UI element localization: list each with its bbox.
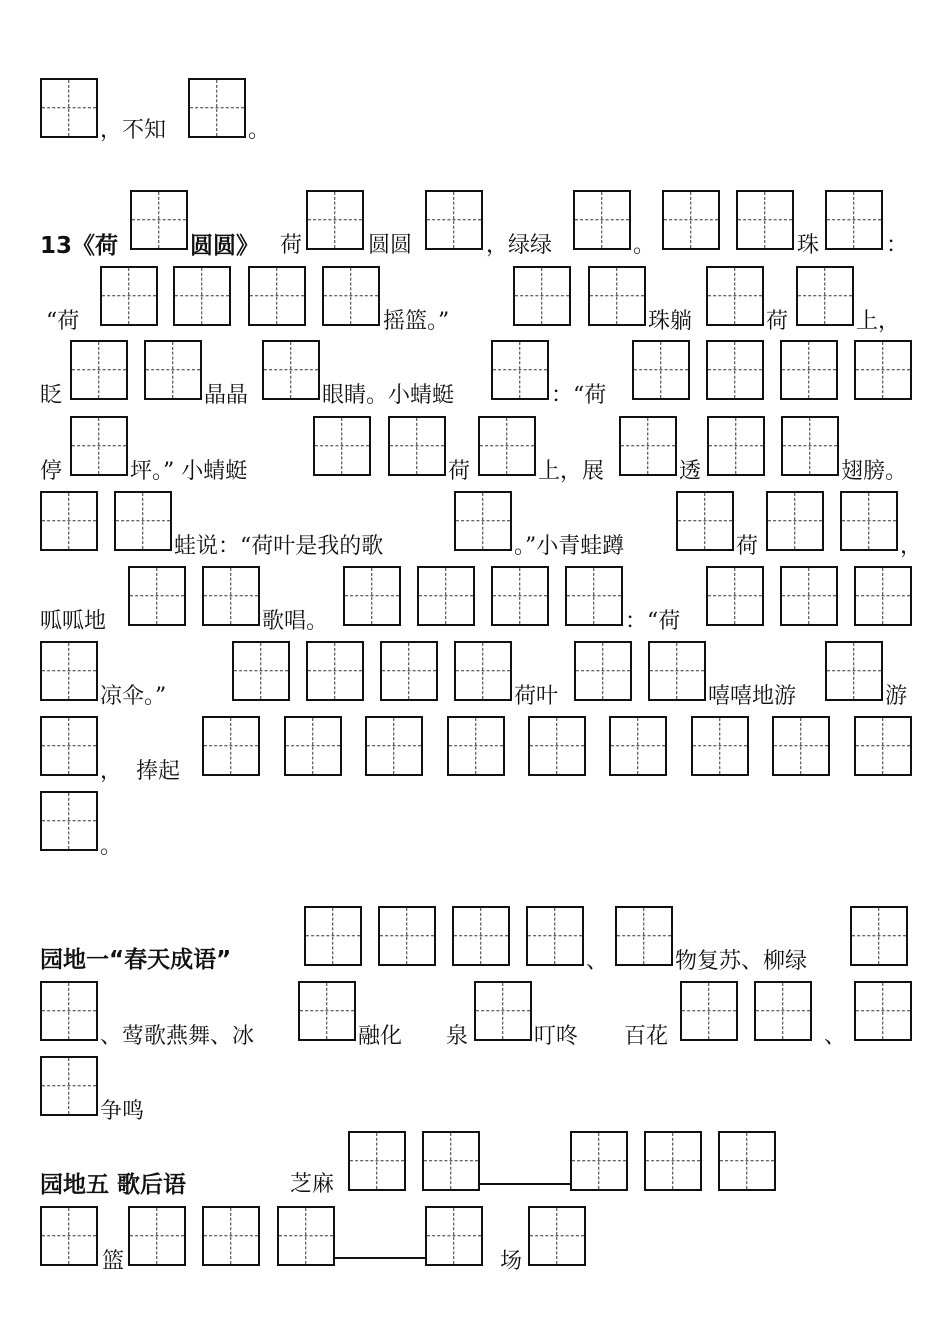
char-box[interactable] (114, 491, 172, 551)
text: 摇篮。” (383, 309, 450, 334)
char-box[interactable] (781, 416, 839, 476)
char-box[interactable] (348, 1131, 406, 1191)
text: 芝麻 (290, 1172, 335, 1197)
char-box[interactable] (676, 491, 734, 551)
char-box[interactable] (202, 566, 260, 626)
char-box[interactable] (588, 266, 646, 326)
char-box[interactable] (615, 906, 673, 966)
char-box[interactable] (706, 340, 764, 400)
char-box[interactable] (736, 190, 794, 250)
char-box[interactable] (796, 266, 854, 326)
char-box[interactable] (40, 791, 98, 851)
lesson-13-title: 13《荷 (40, 233, 119, 259)
char-box[interactable] (691, 716, 749, 776)
char-box[interactable] (662, 190, 720, 250)
char-box[interactable] (474, 981, 532, 1041)
text: 。 (248, 118, 271, 143)
text: 停 (40, 459, 63, 484)
char-box[interactable] (232, 641, 290, 701)
text: 泉 (446, 1024, 469, 1049)
text: 圆圆 (368, 233, 413, 258)
char-box[interactable] (854, 340, 912, 400)
char-box[interactable] (173, 266, 231, 326)
text: 百花 (624, 1024, 669, 1049)
garden-1-title: 园地一“春天成语” (40, 947, 232, 973)
char-box[interactable] (718, 1131, 776, 1191)
char-box[interactable] (380, 641, 438, 701)
char-box[interactable] (306, 641, 364, 701)
text: 嘻嘻地游 (708, 684, 797, 709)
text: 眨 (40, 383, 63, 408)
text: 透 (679, 459, 702, 484)
char-box[interactable] (128, 566, 186, 626)
char-box[interactable] (526, 906, 584, 966)
text: 荷叶 (514, 684, 559, 709)
char-box[interactable] (202, 1206, 260, 1266)
char-box[interactable] (70, 340, 128, 400)
char-box[interactable] (313, 416, 371, 476)
text: 凉伞。” (100, 684, 167, 709)
text: 上， (856, 309, 901, 334)
text: 珠躺 (648, 309, 693, 334)
char-box[interactable] (632, 340, 690, 400)
text: ，不知 (100, 118, 167, 143)
char-box[interactable] (40, 641, 98, 701)
char-box[interactable] (780, 566, 838, 626)
char-box[interactable] (365, 716, 423, 776)
char-box[interactable] (322, 266, 380, 326)
char-box[interactable] (706, 266, 764, 326)
char-box[interactable] (574, 641, 632, 701)
text: 坪。” 小蜻蜓 (130, 459, 248, 484)
char-box[interactable] (707, 416, 765, 476)
char-box[interactable] (513, 266, 571, 326)
char-box[interactable] (491, 566, 549, 626)
text: 歌唱。 (262, 609, 329, 634)
char-box[interactable] (644, 1131, 702, 1191)
text: ， (100, 759, 123, 784)
text: 上，展 (538, 459, 605, 484)
text: 争鸣 (100, 1099, 145, 1124)
text: ，绿绿 (486, 233, 553, 258)
connector-line (480, 1183, 570, 1185)
char-box[interactable] (573, 190, 631, 250)
char-box[interactable] (417, 566, 475, 626)
char-box[interactable] (284, 716, 342, 776)
text: 蛙说：“荷叶是我的歌 (174, 534, 384, 559)
char-box[interactable] (780, 340, 838, 400)
char-box[interactable] (854, 566, 912, 626)
text: 翅膀。 (841, 459, 908, 484)
char-box[interactable] (422, 1131, 480, 1191)
text: 游 (885, 684, 908, 709)
char-box[interactable] (304, 906, 362, 966)
text: 。 (633, 233, 656, 258)
text: 呱呱地 (40, 609, 107, 634)
text: 、 (586, 949, 609, 974)
char-box[interactable] (378, 906, 436, 966)
char-box[interactable] (528, 1206, 586, 1266)
char-box[interactable] (40, 1206, 98, 1266)
text: 荷 (736, 534, 759, 559)
char-box[interactable] (565, 566, 623, 626)
char-box[interactable] (130, 190, 188, 250)
text: ：“荷 (551, 383, 607, 408)
text: 荷 (766, 309, 789, 334)
char-box[interactable] (609, 716, 667, 776)
char-box[interactable] (100, 266, 158, 326)
text: 篮 (102, 1249, 125, 1274)
text: 场 (500, 1249, 523, 1274)
char-box[interactable] (754, 981, 812, 1041)
char-box[interactable] (454, 491, 512, 551)
char-box[interactable] (452, 906, 510, 966)
char-box[interactable] (425, 190, 483, 250)
char-box[interactable] (306, 190, 364, 250)
char-box[interactable] (262, 340, 320, 400)
text: 、 (824, 1024, 847, 1049)
text: 、莺歌燕舞、冰 (100, 1024, 255, 1049)
char-box[interactable] (766, 491, 824, 551)
char-box[interactable] (619, 416, 677, 476)
char-box[interactable] (40, 716, 98, 776)
char-box[interactable] (706, 566, 764, 626)
char-box[interactable] (570, 1131, 628, 1191)
char-box[interactable] (343, 566, 401, 626)
char-box[interactable] (478, 416, 536, 476)
char-box[interactable] (188, 78, 246, 138)
char-box[interactable] (854, 981, 912, 1041)
text: 珠 (797, 233, 820, 258)
text: 晶晶 (204, 383, 249, 408)
char-box[interactable] (277, 1206, 335, 1266)
char-box[interactable] (202, 716, 260, 776)
char-box[interactable] (40, 78, 98, 138)
lesson-13-title-end: 圆圆》 (190, 233, 259, 259)
text: 眼睛。小蜻蜓 (322, 383, 455, 408)
char-box[interactable] (40, 491, 98, 551)
text: 叮咚 (534, 1024, 579, 1049)
garden-5-title: 园地五 歌后语 (40, 1172, 187, 1198)
char-box[interactable] (840, 491, 898, 551)
text: 物复苏、柳绿 (675, 949, 808, 974)
text: 融化 (358, 1024, 403, 1049)
text: ：“荷 (625, 609, 681, 634)
char-box[interactable] (128, 1206, 186, 1266)
char-box[interactable] (70, 416, 128, 476)
char-box[interactable] (40, 1056, 98, 1116)
char-box[interactable] (144, 340, 202, 400)
char-box[interactable] (680, 981, 738, 1041)
char-box[interactable] (825, 190, 883, 250)
char-box[interactable] (248, 266, 306, 326)
char-box[interactable] (388, 416, 446, 476)
char-box[interactable] (772, 716, 830, 776)
text: ： (886, 233, 909, 258)
char-box[interactable] (825, 641, 883, 701)
text: “荷 (46, 309, 80, 334)
text: 。”小青蛙蹲 (514, 534, 625, 559)
char-box[interactable] (648, 641, 706, 701)
char-box[interactable] (447, 716, 505, 776)
text: 荷 (280, 233, 303, 258)
char-box[interactable] (854, 716, 912, 776)
char-box[interactable] (298, 981, 356, 1041)
char-box[interactable] (454, 641, 512, 701)
char-box[interactable] (528, 716, 586, 776)
text: 捧起 (136, 759, 181, 784)
char-box[interactable] (425, 1206, 483, 1266)
char-box[interactable] (491, 340, 549, 400)
char-box[interactable] (40, 981, 98, 1041)
text: 荷 (448, 459, 471, 484)
text: 。 (100, 834, 123, 859)
char-box[interactable] (850, 906, 908, 966)
connector-line (335, 1257, 425, 1259)
text: ， (900, 534, 923, 559)
